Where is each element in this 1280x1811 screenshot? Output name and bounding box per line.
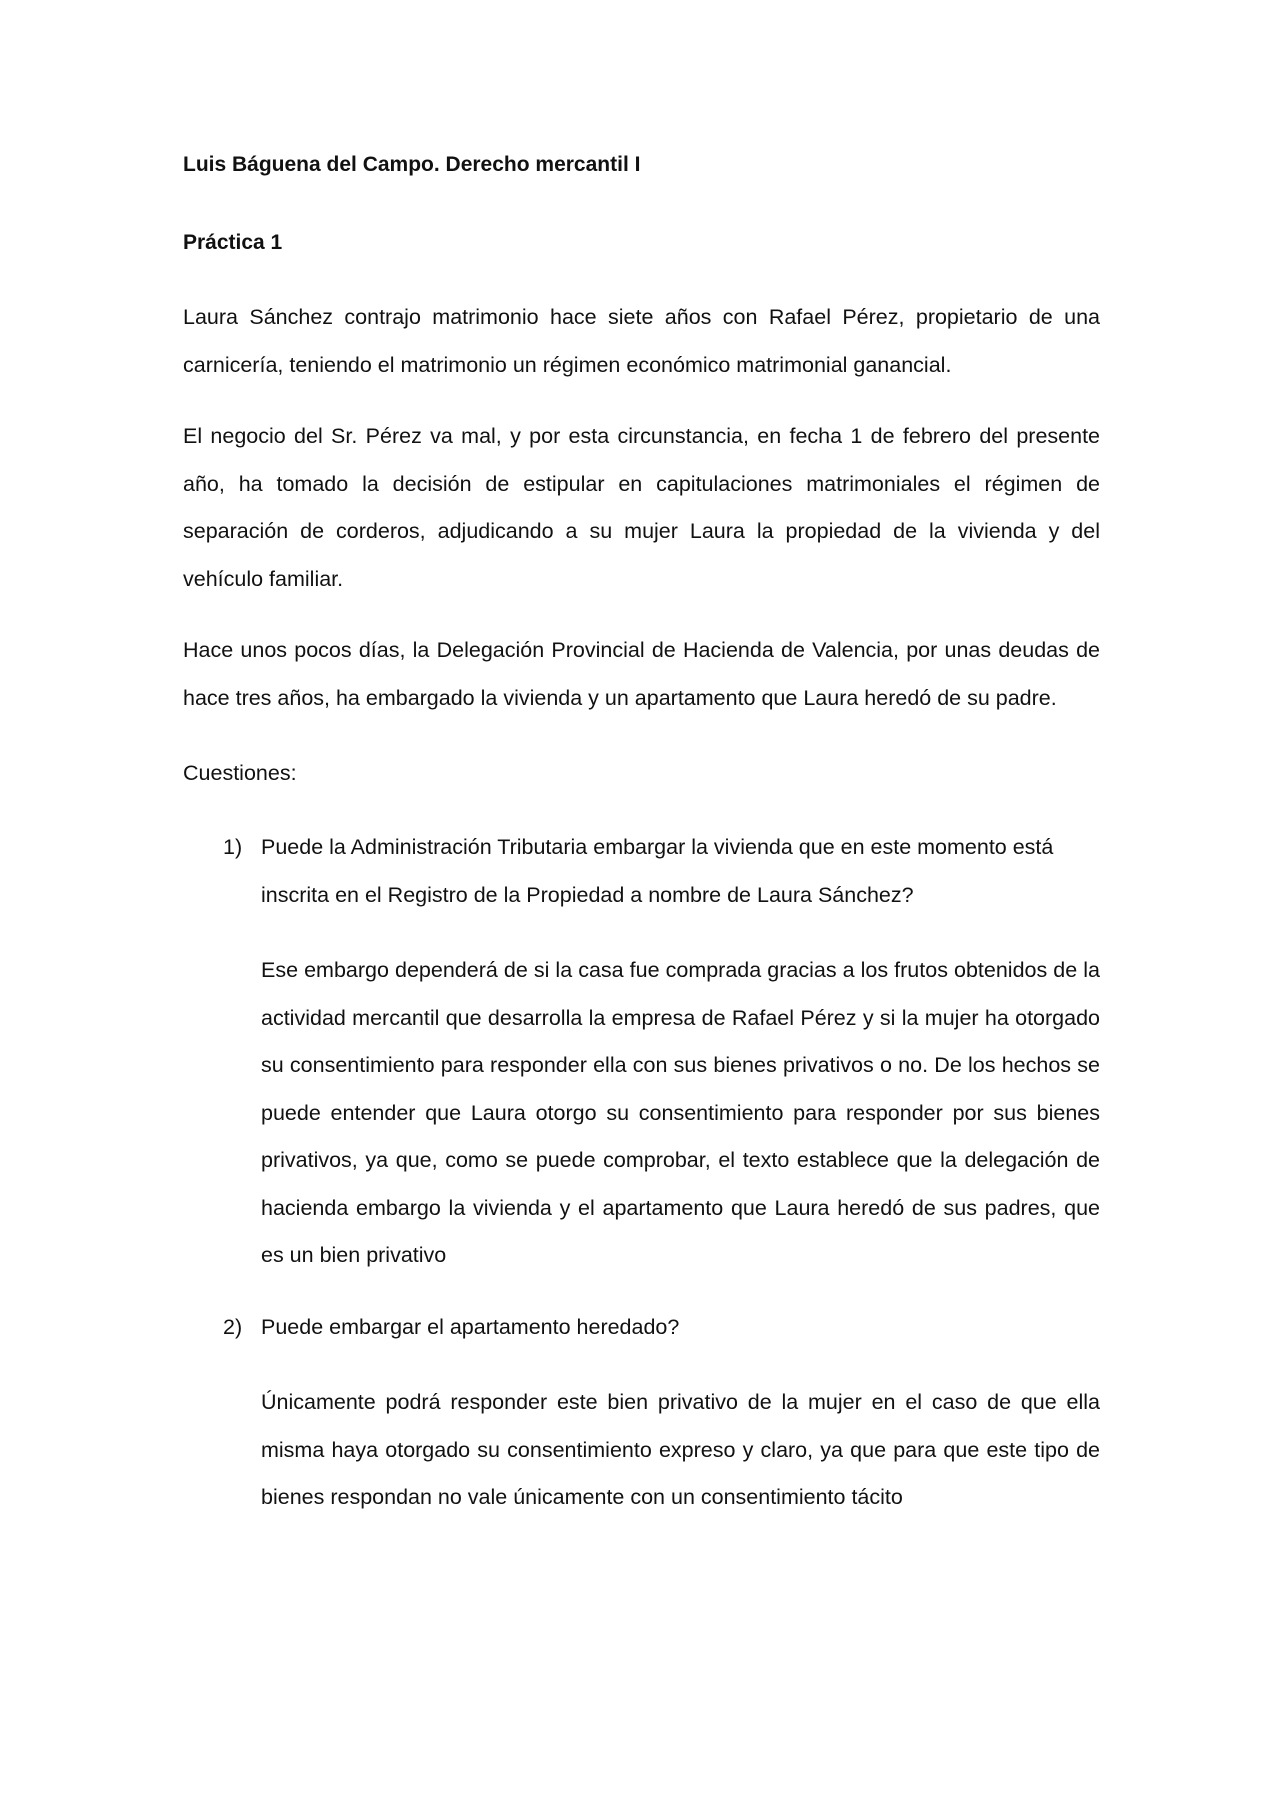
paragraph-1: Laura Sánchez contrajo matrimonio hace siete años con Rafael Pérez, propietario de una carnicería, teniendo el matrimonio un régimen económico matrimonial ganancial. bbox=[183, 305, 1100, 377]
question-text: Puede embargar el apartamento heredado? bbox=[261, 1314, 680, 1339]
question-number: 1) bbox=[223, 835, 243, 859]
document-subtitle: Práctica 1 bbox=[183, 231, 283, 254]
question-2 bbox=[183, 1304, 1100, 1522]
question-number: 2) bbox=[223, 1314, 243, 1339]
document-title: Luis Báguena del Campo. Derecho mercantil I bbox=[183, 153, 641, 176]
question-text: Puede la Administración Tributaria embargar la vivienda que en este momento está inscrita en el Registro de la Propiedad a nombre de Laura Sánchez? bbox=[261, 835, 1054, 907]
paragraph-3: Hace unos pocos días, la Delegación Provincial de Hacienda de Valencia, por unas deudas de hace tres años, ha embargado la vivienda y un apartamento que Laura heredó de su padre. bbox=[183, 638, 1100, 710]
question-1 bbox=[183, 824, 1100, 1280]
questions-label: Cuestiones: bbox=[183, 761, 297, 785]
document-page bbox=[183, 150, 1100, 1522]
answer-text: Únicamente podrá responder este bien privativo de la mujer en el caso de que ella misma haya otorgado su consentimiento expreso y claro, ya que para que este tipo de bienes respondan no vale únicamente con un consentimiento tácito bbox=[261, 1390, 1100, 1509]
answer-text: Ese embargo dependerá de si la casa fue comprada gracias a los frutos obtenidos de la actividad mercantil que desarrolla la empresa de Rafael Pérez y si la mujer ha otorgado su consentimiento para responder ella con sus bienes privativos o no. De los hechos se puede entender que Laura otorgo su consentimiento para responder por sus bienes privativos, ya que, como se puede comprobar, el texto establece que la delegación de hacienda embargo la vivienda y el apartamento que Laura heredó de sus padres, que es un bien privativo bbox=[261, 958, 1100, 1267]
paragraph-2: El negocio del Sr. Pérez va mal, y por esta circunstancia, en fecha 1 de febrero del presente año, ha tomado la decisión de estipular en capitulaciones matrimoniales el régimen de separación de corderos, adjudicando a su mujer Laura la propiedad de la vivienda y del vehículo familiar. bbox=[183, 424, 1100, 591]
